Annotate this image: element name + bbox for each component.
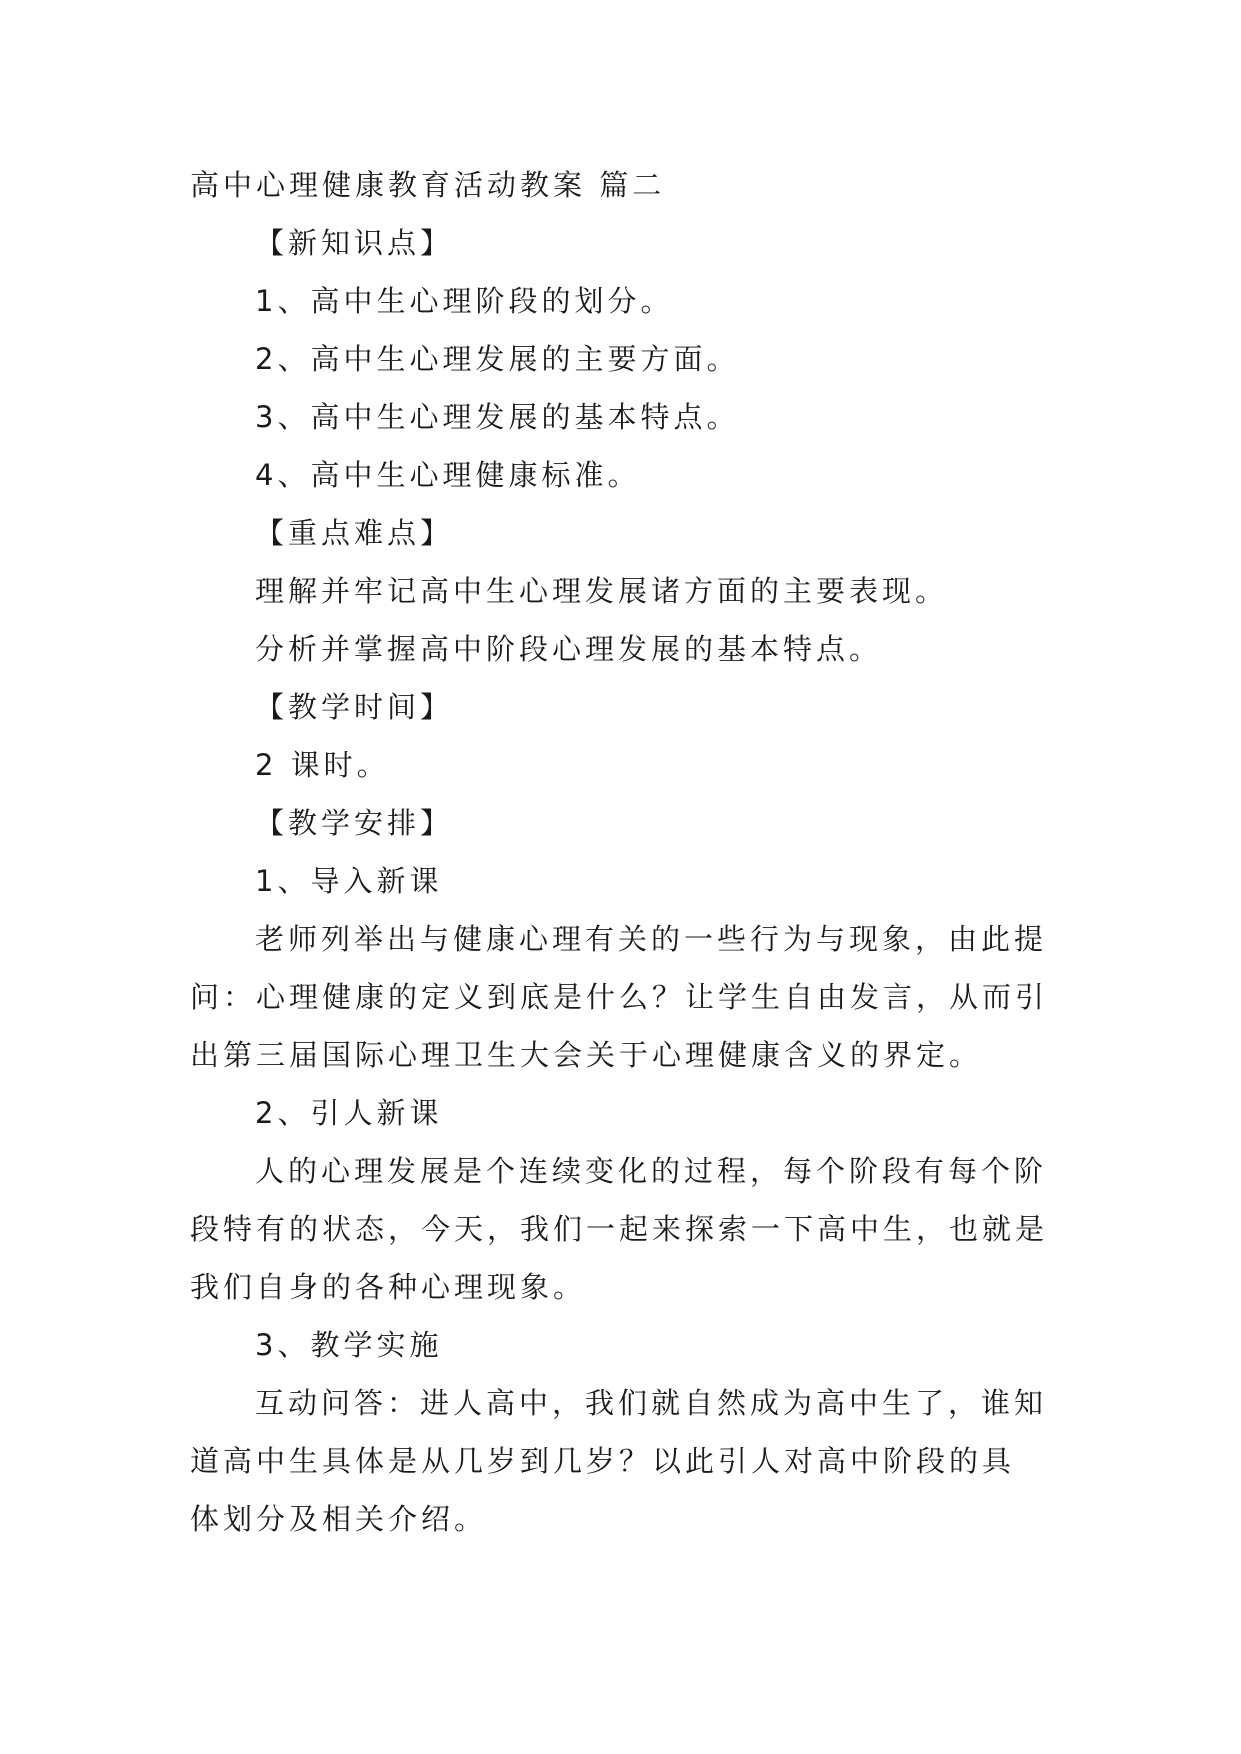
new-point-item: 3、高中生心理发展的基本特点。 <box>255 400 740 434</box>
time-value: 2 课时。 <box>255 748 390 782</box>
document-title: 高中心理健康教育活动教案 篇二 <box>190 168 666 202</box>
section-heading-new-points: 【新知识点】 <box>255 226 454 260</box>
step3-title: 3、教学实施 <box>255 1328 443 1362</box>
key-point-item: 分析并掌握高中阶段心理发展的基本特点。 <box>255 632 883 666</box>
new-point-item: 4、高中生心理健康标准。 <box>255 458 641 492</box>
section-heading-key-points: 【重点难点】 <box>255 516 454 550</box>
step1-paragraph-line: 老师列举出与健康心理有关的一些行为与现象，由此提 <box>255 922 1048 956</box>
step3-paragraph-line: 互动问答：进人高中，我们就自然成为高中生了，谁知 <box>255 1386 1048 1420</box>
new-point-item: 2、高中生心理发展的主要方面。 <box>255 342 740 376</box>
key-point-item: 理解并牢记高中生心理发展诸方面的主要表现。 <box>255 574 949 608</box>
section-heading-time: 【教学时间】 <box>255 690 454 724</box>
step3-paragraph-line: 道高中生具体是从几岁到几岁？以此引人对高中阶段的具 <box>190 1444 1016 1478</box>
step1-title: 1、导入新课 <box>255 864 443 898</box>
section-heading-arrangement: 【教学安排】 <box>255 806 454 840</box>
new-point-item: 1、高中生心理阶段的划分。 <box>255 284 674 318</box>
step1-paragraph-line: 问：心理健康的定义到底是什么？让学生自由发言，从而引 <box>190 980 1049 1014</box>
step2-title: 2、引人新课 <box>255 1096 443 1130</box>
step2-paragraph-line: 段特有的状态，今天，我们一起来探索一下高中生，也就是 <box>190 1212 1049 1246</box>
step2-paragraph-line: 人的心理发展是个连续变化的过程，每个阶段有每个阶 <box>255 1154 1048 1188</box>
step1-paragraph-line: 出第三届国际心理卫生大会关于心理健康含义的界定。 <box>190 1038 983 1072</box>
step3-paragraph-line: 体划分及相关介绍。 <box>190 1502 488 1536</box>
step2-paragraph-line: 我们自身的各种心理现象。 <box>190 1270 587 1304</box>
